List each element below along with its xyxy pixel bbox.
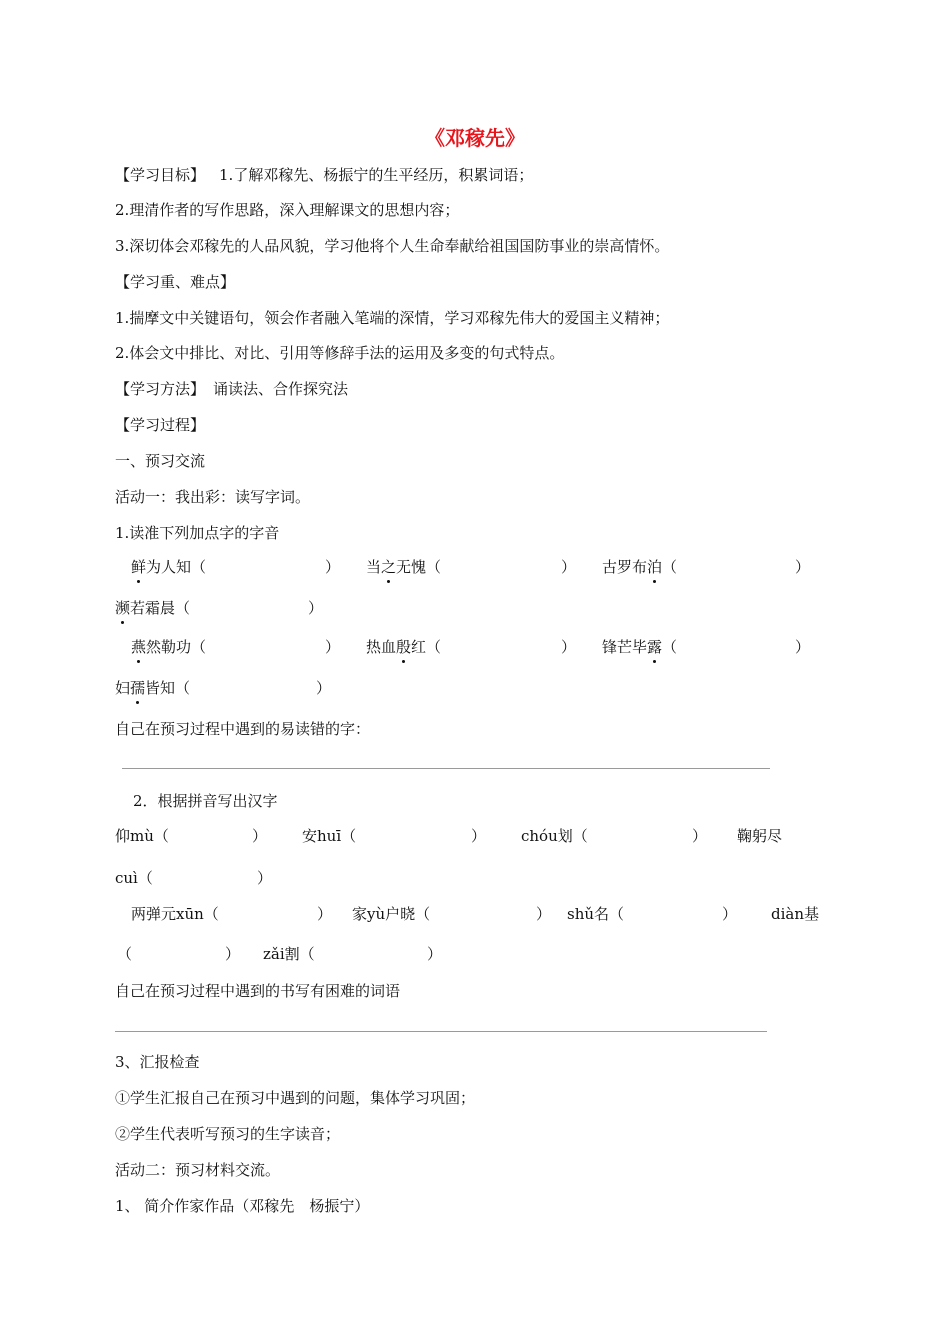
pinyin-item: 鞠躬尽 xyxy=(737,827,783,845)
pinyin-item: 家yù户晓（ xyxy=(352,905,431,923)
pinyin-close: ） xyxy=(257,869,273,887)
report-item-1: ①学生汇报自己在预习中遇到的问题，集体学习巩固； xyxy=(115,1089,476,1107)
word-close-paren: ） xyxy=(325,558,341,576)
pinyin-item: chóu划（ xyxy=(521,827,588,845)
pinyin-close: ） xyxy=(536,905,552,923)
dotted-char: 濒 xyxy=(115,599,131,617)
dotted-char: 鲜 xyxy=(131,558,147,576)
activity-2: 活动二：预习材料交流。 xyxy=(115,1161,281,1179)
word-rest: 无愧（ xyxy=(396,558,442,576)
word-close-paren: ） xyxy=(308,599,324,617)
objective-item-1: 1.了解邓稼先、杨振宁的生平经历，积累词语； xyxy=(219,166,534,184)
report-item-2: ②学生代表听写预习的生字读音； xyxy=(115,1125,341,1143)
word-close-paren: ） xyxy=(795,558,811,576)
word-rest: 然勒功（ xyxy=(146,638,207,656)
word-rest: 为人知（ xyxy=(146,558,207,576)
word-rest: 红（ xyxy=(411,638,442,656)
word-pre: 锋芒毕 xyxy=(602,638,648,656)
word-pre: 古罗布 xyxy=(602,558,648,576)
pinyin-item: cuì（ xyxy=(115,869,153,887)
word-pre: 当 xyxy=(366,558,382,576)
word-close-paren: ） xyxy=(795,638,811,656)
key-points-heading: 【学习重、难点】 xyxy=(115,273,236,291)
word-close-paren: ） xyxy=(561,638,577,656)
pinyin-item: 两弹元xūn（ xyxy=(131,905,219,923)
dotted-char: 之 xyxy=(381,558,397,576)
word-rest: 若霜晨（ xyxy=(130,599,191,617)
objectives-line-1 xyxy=(115,165,533,185)
word-item xyxy=(602,637,677,657)
answer-line xyxy=(122,768,770,769)
word-rest: 皆知（ xyxy=(145,679,191,697)
word-close-paren: ） xyxy=(561,558,577,576)
word-item xyxy=(366,637,441,657)
word-item xyxy=(115,598,190,618)
answer-line xyxy=(115,1031,767,1032)
key-point-item-2: 2.体会文中排比、对比、引用等修辞手法的运用及多变的句式特点。 xyxy=(115,344,565,362)
pinyin-close: ） xyxy=(225,945,241,963)
word-item xyxy=(131,557,206,577)
pinyin-item: shǔ名（ xyxy=(567,905,625,923)
methods-line xyxy=(115,379,348,399)
pinyin-item: 仰mù（ xyxy=(115,827,169,845)
objective-item-3: 3.深切体会邓稼先的人品风貌，学习他将个人生命奉献给祖国国防事业的崇高情怀。 xyxy=(115,237,670,255)
word-item xyxy=(115,678,190,698)
word-pre: 妇 xyxy=(115,679,131,697)
question-1: 1.读准下列加点字的字音 xyxy=(115,524,280,542)
report-heading: 3、汇报检查 xyxy=(115,1053,200,1071)
page-title: 《邓稼先》 xyxy=(425,126,525,150)
preview-heading: 一、预习交流 xyxy=(115,452,206,470)
word-item xyxy=(131,637,206,657)
dotted-char: 殷 xyxy=(396,638,412,656)
pinyin-close: ） xyxy=(317,905,333,923)
methods-heading: 【学习方法】 xyxy=(115,380,206,398)
write-prompt: 自己在预习过程中遇到的书写有困难的词语 xyxy=(115,982,401,1000)
dotted-char: 燕 xyxy=(131,638,147,656)
pinyin-close: ） xyxy=(471,827,487,845)
word-close-paren: ） xyxy=(316,679,332,697)
word-pre: 热血 xyxy=(366,638,397,656)
process-heading: 【学习过程】 xyxy=(115,416,206,434)
word-item xyxy=(602,557,677,577)
word-close-paren: ） xyxy=(325,638,341,656)
objective-item-2: 2.理清作者的写作思路，深入理解课文的思想内容； xyxy=(115,201,460,219)
word-item xyxy=(366,557,441,577)
pinyin-item: zǎi割（ xyxy=(263,945,315,963)
pinyin-close: ） xyxy=(722,905,738,923)
activity-1: 活动一：我出彩：读写字词。 xyxy=(115,488,311,506)
dotted-char: 孺 xyxy=(130,679,146,697)
pinyin-close: ） xyxy=(427,945,443,963)
pinyin-item: diàn基 xyxy=(771,905,820,923)
word-rest: （ xyxy=(662,638,678,656)
author-intro: 1、 简介作家作品（邓稼先 杨振宁） xyxy=(115,1197,370,1215)
errors-prompt: 自己在预习过程中遇到的易读错的字： xyxy=(115,720,371,738)
question-2: 2．根据拼音写出汉字 xyxy=(133,792,278,810)
dotted-char: 泊 xyxy=(647,558,663,576)
objectives-heading: 【学习目标】 xyxy=(115,166,206,184)
methods-text: 诵读法、合作探究法 xyxy=(213,380,349,398)
pinyin-close: ） xyxy=(252,827,268,845)
key-point-item-1: 1.揣摩文中关键语句，领会作者融入笔端的深情，学习邓稼先伟大的爱国主义精神； xyxy=(115,309,670,327)
word-rest: （ xyxy=(662,558,678,576)
dotted-char: 露 xyxy=(647,638,663,656)
pinyin-close: ） xyxy=(692,827,708,845)
pinyin-item: （ xyxy=(117,945,133,963)
pinyin-item: 安huī（ xyxy=(302,827,357,845)
